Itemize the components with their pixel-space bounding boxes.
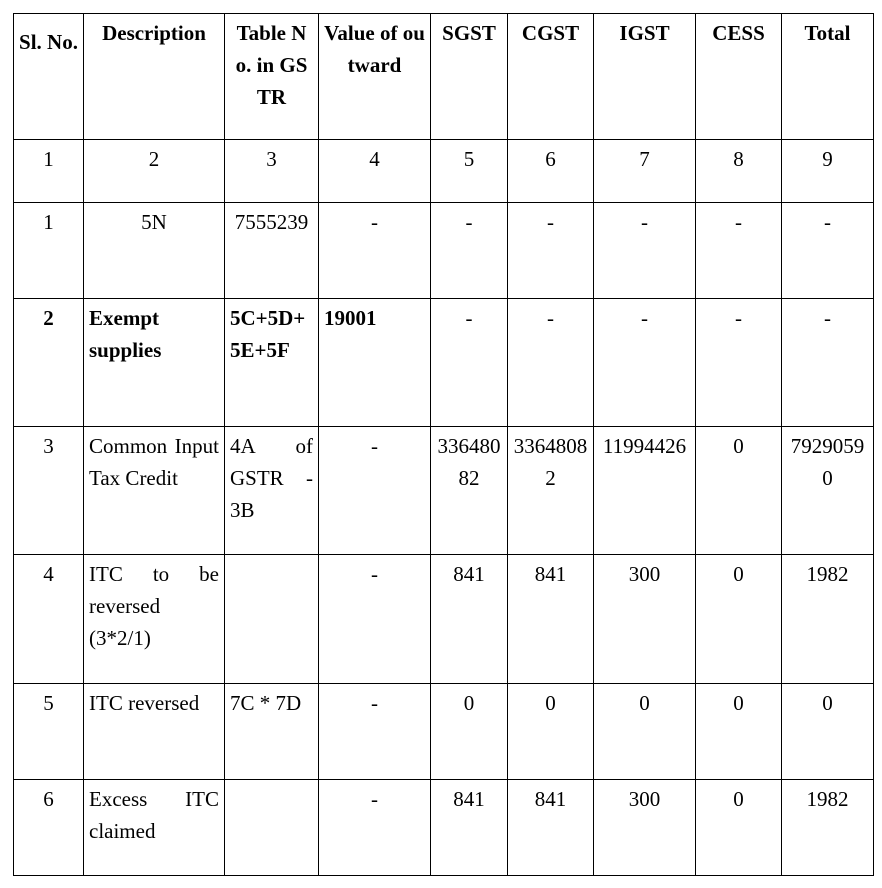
cell: 33648082: [431, 427, 508, 555]
cell: -: [696, 299, 782, 427]
cell: [225, 555, 319, 684]
table-row: [14, 203, 874, 299]
itc-reversal-table: [13, 13, 874, 876]
header-description: Description: [84, 14, 225, 140]
header-row: [14, 14, 874, 140]
cell: Common Input Tax Credit: [84, 427, 225, 555]
cell: 7C * 7D: [225, 684, 319, 780]
header-sgst: SGST: [431, 14, 508, 140]
table-row: [14, 555, 874, 684]
cell: 6: [508, 140, 594, 203]
cell: 11994426: [594, 427, 696, 555]
cell: -: [431, 203, 508, 299]
cell: 6: [14, 780, 84, 876]
table-row: [14, 427, 874, 555]
cell: 0: [508, 684, 594, 780]
header-cess: CESS: [696, 14, 782, 140]
cell: -: [431, 299, 508, 427]
header-table-no: Table No. in GSTR: [225, 14, 319, 140]
cell: 0: [696, 684, 782, 780]
cell: ITC to be reversed (3*2/1): [84, 555, 225, 684]
cell: 841: [431, 780, 508, 876]
cell: -: [782, 299, 874, 427]
cell: 3: [14, 427, 84, 555]
cell: 79290590: [782, 427, 874, 555]
cell: 5: [431, 140, 508, 203]
cell: -: [594, 203, 696, 299]
cell: -: [508, 203, 594, 299]
cell: 7555239: [225, 203, 319, 299]
cell: -: [319, 780, 431, 876]
cell: 8: [696, 140, 782, 203]
cell: 2: [14, 299, 84, 427]
cell: 1: [14, 203, 84, 299]
cell: 3: [225, 140, 319, 203]
cell: -: [782, 203, 874, 299]
cell: -: [319, 427, 431, 555]
cell: 7: [594, 140, 696, 203]
cell: 0: [594, 684, 696, 780]
header-sl-no: Sl. No.: [14, 14, 84, 140]
cell: 0: [696, 780, 782, 876]
cell: 0: [696, 427, 782, 555]
cell: 1982: [782, 555, 874, 684]
cell: 5N: [84, 203, 225, 299]
cell: 300: [594, 555, 696, 684]
cell: 4: [14, 555, 84, 684]
cell: 841: [431, 555, 508, 684]
cell: -: [319, 555, 431, 684]
table-row: [14, 299, 874, 427]
cell: -: [594, 299, 696, 427]
header-total: Total: [782, 14, 874, 140]
cell: -: [508, 299, 594, 427]
cell: 5: [14, 684, 84, 780]
cell: 841: [508, 780, 594, 876]
cell: 4: [319, 140, 431, 203]
cell: 5C+5D+5E+5F: [225, 299, 319, 427]
cell: 0: [696, 555, 782, 684]
cell: 0: [782, 684, 874, 780]
cell: 33648082: [508, 427, 594, 555]
cell: 2: [84, 140, 225, 203]
header-value-outward: Value of outward: [319, 14, 431, 140]
cell: 0: [431, 684, 508, 780]
cell: -: [319, 203, 431, 299]
cell: 1: [14, 140, 84, 203]
table-row: [14, 780, 874, 876]
cell: 9: [782, 140, 874, 203]
cell: -: [696, 203, 782, 299]
cell: -: [319, 684, 431, 780]
header-igst: IGST: [594, 14, 696, 140]
cell: Excess ITC claimed: [84, 780, 225, 876]
cell: Exempt supplies: [84, 299, 225, 427]
header-cgst: CGST: [508, 14, 594, 140]
cell: 1982: [782, 780, 874, 876]
cell: 841: [508, 555, 594, 684]
cell: ITC reversed: [84, 684, 225, 780]
table-row: [14, 684, 874, 780]
cell: 19001: [319, 299, 431, 427]
cell: [225, 780, 319, 876]
cell: 300: [594, 780, 696, 876]
table-row: [14, 140, 874, 203]
cell: 4A of GSTR - 3B: [225, 427, 319, 555]
